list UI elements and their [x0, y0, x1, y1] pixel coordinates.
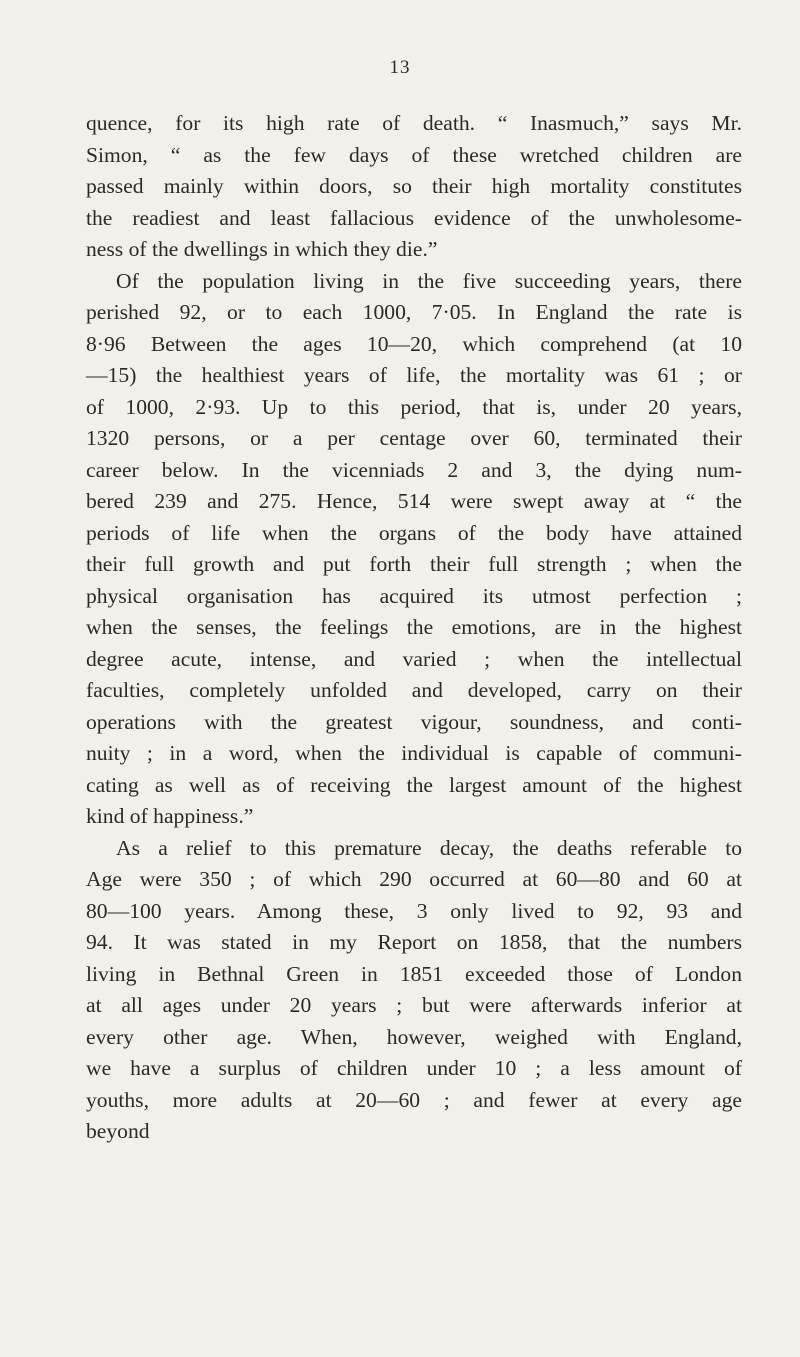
- text-line: physical organisation has acquired its utmost perfection ;: [86, 583, 742, 608]
- text-line: kind of happiness.”: [86, 804, 254, 828]
- text-line: cating as well as of receiving the largest amount of the highest: [86, 772, 742, 797]
- text-line: the readiest and least fallacious evidence of the unwholesome-: [86, 205, 742, 230]
- text-line: bered 239 and 275. Hence, 514 were swept away at “ the: [86, 489, 742, 513]
- text-line: Age were 350 ; of which 290 occurred at 60—80 and 60 at: [86, 867, 742, 891]
- text-line: their full growth and put forth their full strength ; when the: [86, 552, 742, 576]
- text-line: Of the population living in the five succeeding years, there: [116, 268, 742, 293]
- text-line: quence, for its high rate of death. “ Inasmuch,” says Mr.: [86, 111, 742, 135]
- text-line: every other age. When, however, weighed with England,: [86, 1024, 742, 1049]
- text-line: career below. In the vicenniads 2 and 3, the dying num-: [86, 457, 742, 482]
- text-line: perished 92, or to each 1000, 7·05. In England the rate is: [86, 300, 742, 324]
- text-line: ness of the dwellings in which they die.”: [86, 237, 438, 261]
- paragraph-2: [86, 266, 742, 833]
- text-line: faculties, completely unfolded and developed, carry on their: [86, 678, 742, 702]
- paragraph-1: [86, 108, 742, 266]
- text-line: we have a surplus of children under 10 ; a less amount of: [86, 1056, 742, 1080]
- text-line: —15) the healthiest years of life, the mortality was 61 ; or: [86, 363, 742, 387]
- text-line: youths, more adults at 20—60 ; and fewer at every age: [86, 1087, 742, 1112]
- text-line: 94. It was stated in my Report on 1858, that the numbers: [86, 930, 742, 954]
- paragraph-3: [86, 833, 742, 1143]
- text-line: living in Bethnal Green in 1851 exceeded those of London: [86, 961, 742, 986]
- text-line: As a relief to this premature decay, the deaths referable to: [116, 835, 742, 860]
- truncated-line: beyond: [86, 1119, 150, 1143]
- text-line: degree acute, intense, and varied ; when the intellectual: [86, 646, 742, 671]
- text-line: at all ages under 20 years ; but were afterwards inferior at: [86, 993, 742, 1017]
- text-line: periods of life when the organs of the body have attained: [86, 520, 742, 545]
- text-line: 8·96 Between the ages 10—20, which comprehend (at 10: [86, 331, 742, 356]
- body-text: [86, 108, 742, 1143]
- text-line: 80—100 years. Among these, 3 only lived to 92, 93 and: [86, 898, 742, 923]
- text-line: of 1000, 2·93. Up to this period, that is, under 20 years,: [86, 394, 742, 419]
- text-line: Simon, “ as the few days of these wretched children are: [86, 142, 742, 167]
- text-line: nuity ; in a word, when the individual is capable of communi-: [86, 741, 742, 765]
- text-line: operations with the greatest vigour, soundness, and conti-: [86, 709, 742, 734]
- text-line: when the senses, the feelings the emotions, are in the highest: [86, 615, 742, 639]
- text-line: passed mainly within doors, so their high mortality constitutes: [86, 174, 742, 198]
- page-number: 13: [389, 57, 411, 78]
- text-line: 1320 persons, or a per centage over 60, terminated their: [86, 426, 742, 450]
